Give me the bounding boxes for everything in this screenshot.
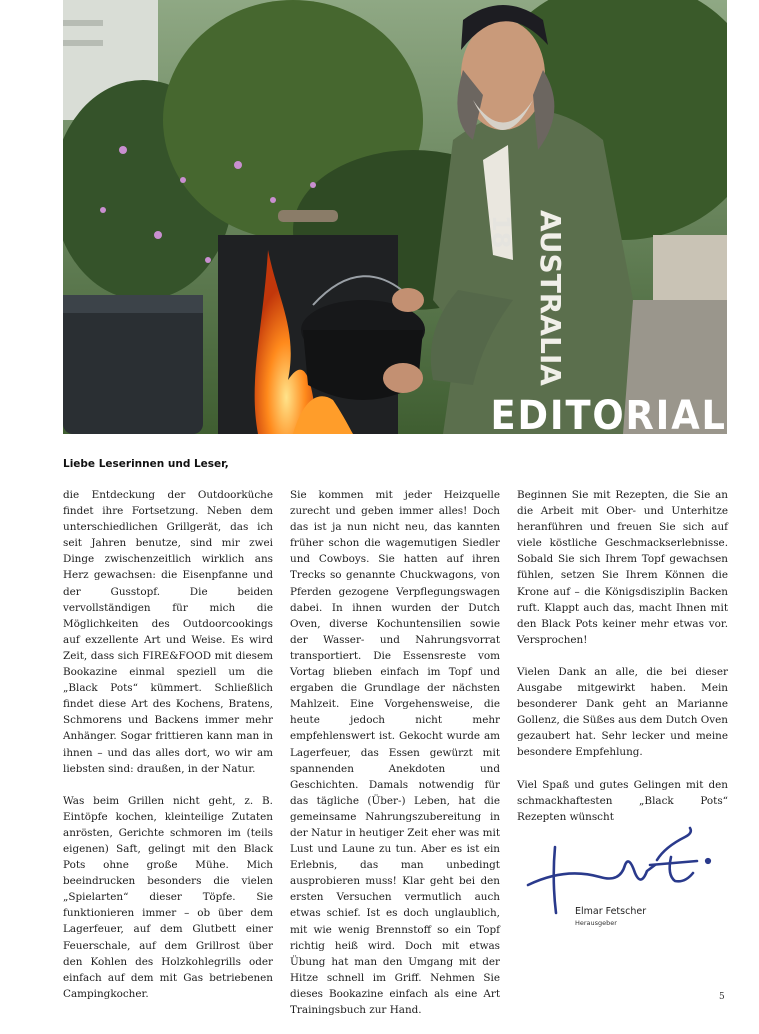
text-column-3 [517, 487, 728, 841]
paragraph: Vielen Dank an alle, die bei dieser Ausgabe mitgewirkt haben. Mein besonderer Dank geht an Marianne Gollenz, die Süßes aus dem Dutch Oven gezaubert hat. Sehr lecker und meine besondere Empfehlung. [517, 665, 728, 759]
hero-photo [63, 0, 727, 434]
paragraph: Beginnen Sie mit Rezepten, die Sie an die Arbeit mit Ober- und Unterhitze heranführen und freuen Sie sich auf viele köstliche Geschmackserlebnisse. Sobald Sie sich Ihrem Topf gewachsen fühlen, setzen Sie Ihrem Können die Krone auf – die Königsdisziplin Backen ruft. Klappt auch das, macht Ihnen mit den Black Pots keiner mehr etwas vor. Versprochen! [517, 489, 728, 646]
signature-role: Herausgeber [575, 919, 617, 927]
paragraph: Was beim Grillen nicht geht, z. B. Eintöpfe kochen, kleinteilige Zutaten anrösten, Gerichte schmoren im (teils eigenen) Saft, gelingt mit den Black Pots ohne große Mühe. Mich beeindrucken besonders die vielen „Spielarten“ dieser Töpfe. Sie funktionieren immer – ob über dem Lagerfeuer, auf dem Glutbett einer Feuerschale, auf dem Grillrost über den Kohlen des Holzkohlegrills oder einfach auf dem mit Gas betriebenen Campingkocher. [63, 794, 273, 1000]
greeting: Liebe Leserinnen und Leser, [63, 458, 229, 470]
paragraph: Sie kommen mit jeder Heizquelle zurecht und geben immer alles! Doch das ist ja nun nicht neu, das kannten früher schon die wagemutigen Siedler und Cowboys. Sie hatten auf ihren Trecks so genannte Chuckwagons, von Pferden gezogene Verpflegungswagen dabei. In ihnen wurden der Dutch Oven, diverse Kochuntensilien sowie der Wasser- und Nahrungsvorrat transportiert. Die Essensreste vom Vortag blieben einfach im Topf und ergaben die Grundlage der nächsten Mahlzeit. Eine Vorgehensweise, die heute jedoch nicht mehr empfehlenswert ist. Gekocht wurde am Lagerfeuer, das Essen gewürzt mit spannenden Anekdoten und Geschichten. Damals notwendig für das tägliche (Über-) Leben, hat die gemeinsame Nahrungszubereitung in der Natur in heutiger Zeit eher was mit Lust und Laune zu tun. Aber es ist ein Erlebnis, das man unbedingt ausprobieren muss! Klar geht bei den ersten Versuchen vermutlich auch etwas schief. Ist es doch unglaublich, mit wie wenig Brennstoff so ein Topf richtig heiß wird. Doch mit etwas Übung hat man den Umgang mit der Hitze schnell im Griff. Nehmen Sie dieses Bookazine einfach als eine Art Trainingsbuch zur Hand. [290, 489, 500, 1016]
hoodie-lettering: AUSTRALIA [534, 210, 567, 386]
paragraph: die Entdeckung der Outdoorküche findet ihre Fortsetzung. Neben dem unterschiedlichen Grillgerät, das ich seit Jahren benutze, sind mir zwei Dinge zwischenzeitlich wirklich ans Herz gewachsen: die Eisenpfanne und der Gusstopf. Die beiden vervollständigen für mich die Möglichkeiten des Outdoorcookings auf exzellente Art und Weise. Es wird Zeit, dass sich FIRE&FOOD mit diesem Bookazine einmal speziell um die „Black Pots“ kümmert. Schließlich findet diese Art des Kochens, Bratens, Schmorens und Backens immer mehr Anhänger. Sogar frittieren kann man in ihnen – und das alles dort, wo wir am liebsten sind: draußen, in der Natur. [63, 489, 273, 775]
signature-name: Elmar Fetscher [575, 906, 647, 917]
page-number: 5 [719, 992, 725, 1002]
text-column-2 [290, 487, 500, 1034]
hoodie-number: 18 [487, 215, 515, 249]
text-column-1 [63, 487, 273, 1018]
page-title: EDITORIAL [490, 393, 727, 434]
paragraph: Viel Spaß und gutes Gelingen mit den schmackhaftesten „Black Pots“ Rezepten wünscht [517, 778, 728, 823]
